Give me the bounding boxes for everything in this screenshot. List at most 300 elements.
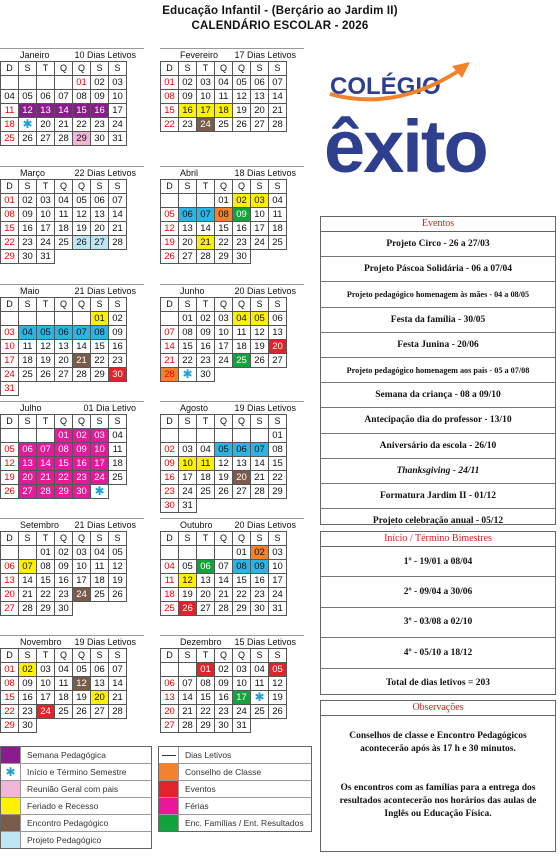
day-cell: 10	[37, 208, 55, 222]
day-cell: 19	[1, 471, 19, 485]
day-cell: 05	[73, 194, 91, 208]
weekday-header: T	[37, 415, 55, 429]
day-cell: 07	[109, 194, 127, 208]
day-cell: 09	[19, 677, 37, 691]
month-grid	[160, 414, 287, 513]
logo-main-text: êxito	[324, 105, 487, 188]
day-cell: 12	[269, 677, 287, 691]
day-cell: 04	[55, 663, 73, 677]
day-cell: 11	[19, 340, 37, 354]
legend-label: Eventos	[185, 784, 216, 794]
day-cell: 18	[19, 354, 37, 368]
day-cell: 16	[197, 340, 215, 354]
empty-cell	[197, 429, 215, 443]
evento-item: Thanksgiving - 24/11	[321, 459, 555, 484]
day-cell: 14	[179, 691, 197, 705]
title-line-1: Educação Infantil - (Berçário ao Jardim II)	[162, 5, 398, 17]
day-cell: 14	[269, 90, 287, 104]
day-cell: 23	[233, 236, 251, 250]
day-cell: 03	[109, 76, 127, 90]
day-cell: 22	[1, 705, 19, 719]
day-cell: 16	[73, 457, 91, 471]
weekday-header: S	[109, 180, 127, 194]
weekday-header: S	[109, 532, 127, 546]
observacoes-text-1: Conselhos de classe e Encontro Pedagógicos acontecerão após às 17 h e 30 minutos.	[349, 731, 527, 754]
day-cell: 13	[19, 457, 37, 471]
eventos-title: Eventos	[321, 217, 555, 232]
empty-cell	[19, 546, 37, 560]
weekday-header: D	[161, 298, 179, 312]
day-cell	[251, 691, 269, 705]
day-cell: 15	[233, 574, 251, 588]
weekday-header: S	[179, 298, 197, 312]
day-cell: 19	[215, 471, 233, 485]
weekday-header: T	[37, 180, 55, 194]
day-cell: 10	[1, 340, 19, 354]
semester-star-icon: ✱	[94, 484, 105, 498]
empty-cell	[19, 429, 37, 443]
day-cell: 14	[109, 208, 127, 222]
day-cell: 09	[91, 90, 109, 104]
day-cell: 20	[91, 691, 109, 705]
empty-cell	[55, 312, 73, 326]
day-cell: 24	[73, 588, 91, 602]
day-cell: 09	[19, 208, 37, 222]
day-cell: 08	[91, 326, 109, 340]
day-cell: 17	[37, 691, 55, 705]
logo-top-text: COLÉGIO	[330, 73, 441, 100]
day-cell: 05	[179, 560, 197, 574]
day-cell: 04	[269, 194, 287, 208]
day-cell: 27	[19, 485, 37, 499]
bimestres-list	[321, 547, 555, 698]
day-cell: 05	[233, 76, 251, 90]
month-grid	[160, 179, 287, 264]
day-cell: 21	[19, 588, 37, 602]
day-cell: 11	[251, 677, 269, 691]
day-cell: 11	[233, 326, 251, 340]
day-cell: 13	[197, 574, 215, 588]
empty-cell	[19, 312, 37, 326]
day-cell: 17	[179, 471, 197, 485]
day-cell: 06	[37, 90, 55, 104]
weekday-header: D	[161, 62, 179, 76]
weekday-header: S	[91, 532, 109, 546]
day-cell: 25	[233, 354, 251, 368]
day-cell: 27	[37, 132, 55, 146]
day-cell: 15	[37, 574, 55, 588]
month-header	[0, 518, 144, 532]
day-cell: 26	[179, 602, 197, 616]
day-cell: 26	[1, 485, 19, 499]
day-cell: 29	[91, 368, 109, 382]
legend-label: Início e Término Semestre	[27, 767, 127, 777]
empty-cell	[73, 312, 91, 326]
legend-label: Reunião Geral com pais	[27, 784, 119, 794]
day-cell: 08	[161, 90, 179, 104]
day-cell	[19, 118, 37, 132]
month-header	[0, 48, 144, 62]
day-cell: 28	[179, 719, 197, 733]
bimestre-item: 1º - 19/01 a 08/04	[321, 547, 555, 577]
day-cell: 17	[91, 457, 109, 471]
day-cell: 21	[161, 354, 179, 368]
day-cell: 14	[37, 457, 55, 471]
day-cell: 08	[37, 560, 55, 574]
color-swatch	[159, 781, 179, 797]
day-cell: 02	[215, 663, 233, 677]
empty-cell	[197, 546, 215, 560]
day-cell: 21	[251, 471, 269, 485]
month-grid	[160, 531, 287, 616]
day-cell: 27	[55, 368, 73, 382]
day-cell: 06	[233, 443, 251, 457]
day-cell: 04	[233, 312, 251, 326]
day-cell: 24	[215, 354, 233, 368]
day-cell: 04	[91, 546, 109, 560]
day-cell: 20	[37, 118, 55, 132]
bimestre-item: 3º - 03/08 a 02/10	[321, 608, 555, 638]
legend-label: Dias Letivos	[185, 750, 232, 760]
day-cell: 03	[215, 312, 233, 326]
day-cell: 20	[55, 354, 73, 368]
day-cell: 26	[215, 485, 233, 499]
day-cell: 19	[73, 691, 91, 705]
month-header	[0, 635, 144, 649]
day-cell: 25	[1, 132, 19, 146]
day-cell: 19	[109, 574, 127, 588]
eventos-list	[321, 232, 555, 533]
weekday-header: Q	[55, 532, 73, 546]
empty-cell	[1, 546, 19, 560]
day-cell: 03	[37, 194, 55, 208]
day-cell: 24	[37, 705, 55, 719]
weekday-header: S	[109, 298, 127, 312]
day-cell: 13	[1, 574, 19, 588]
empty-cell	[161, 312, 179, 326]
legend-label: Férias	[185, 801, 209, 811]
legend-left	[0, 746, 152, 849]
day-cell: 20	[91, 222, 109, 236]
day-cell: 16	[55, 574, 73, 588]
empty-cell	[1, 76, 19, 90]
day-cell: 25	[19, 368, 37, 382]
color-swatch	[159, 764, 179, 780]
day-cell: 08	[269, 443, 287, 457]
weekday-header: T	[37, 649, 55, 663]
day-cell: 28	[197, 250, 215, 264]
day-cell: 25	[161, 602, 179, 616]
day-cell: 21	[109, 222, 127, 236]
day-cell: 22	[73, 118, 91, 132]
day-cell: 16	[233, 222, 251, 236]
day-cell: 15	[197, 691, 215, 705]
empty-cell	[1, 312, 19, 326]
legend-item	[159, 798, 311, 815]
day-cell: 20	[233, 471, 251, 485]
day-cell: 27	[197, 602, 215, 616]
day-cell: 02	[19, 663, 37, 677]
day-cell: 06	[251, 76, 269, 90]
day-cell: 24	[179, 485, 197, 499]
day-cell: 22	[55, 471, 73, 485]
weekday-header: Q	[55, 415, 73, 429]
empty-cell	[19, 76, 37, 90]
month-letivos: 18 Dias Letivos	[234, 168, 296, 178]
month-grid	[0, 414, 127, 499]
day-cell: 09	[161, 457, 179, 471]
weekday-header: S	[269, 180, 287, 194]
day-cell: 08	[1, 677, 19, 691]
day-cell: 21	[197, 236, 215, 250]
month-name: Fevereiro	[180, 50, 219, 60]
day-cell: 27	[179, 250, 197, 264]
day-cell: 23	[197, 354, 215, 368]
day-cell: 18	[197, 471, 215, 485]
day-cell: 29	[1, 250, 19, 264]
day-cell: 07	[109, 663, 127, 677]
weekday-header: T	[37, 62, 55, 76]
day-cell: 07	[55, 90, 73, 104]
day-cell: 14	[197, 222, 215, 236]
day-cell: 01	[161, 76, 179, 90]
legend-item	[1, 815, 151, 832]
day-cell: 19	[37, 354, 55, 368]
legend-label: Semana Pedagógica	[27, 750, 106, 760]
weekday-header: T	[197, 532, 215, 546]
day-cell: 18	[55, 691, 73, 705]
day-cell: 21	[73, 354, 91, 368]
day-cell: 17	[251, 222, 269, 236]
day-cell: 11	[197, 457, 215, 471]
month-letivos: 10 Dias Letivos	[74, 50, 136, 60]
day-cell: 07	[19, 560, 37, 574]
day-cell: 21	[179, 705, 197, 719]
weekday-header: T	[37, 532, 55, 546]
weekday-header: Q	[55, 180, 73, 194]
day-cell: 20	[1, 588, 19, 602]
semester-star-icon: ✱	[22, 117, 33, 131]
day-cell: 11	[161, 574, 179, 588]
day-cell: 24	[251, 236, 269, 250]
day-cell: 02	[91, 76, 109, 90]
day-cell: 12	[19, 104, 37, 118]
day-cell: 12	[73, 208, 91, 222]
day-cell: 15	[269, 457, 287, 471]
month-letivos: 20 Dias Letivos	[234, 286, 296, 296]
weekday-header: Q	[55, 649, 73, 663]
day-cell: 26	[109, 588, 127, 602]
bimestre-item: 2º - 09/04 a 30/06	[321, 577, 555, 607]
day-cell: 21	[109, 691, 127, 705]
month-letivos: 21 Dias Letivos	[74, 520, 136, 530]
day-cell: 22	[91, 354, 109, 368]
legend-label: Conselho de Classe	[185, 767, 262, 777]
day-cell: 14	[19, 574, 37, 588]
empty-cell	[233, 429, 251, 443]
day-cell: 14	[73, 340, 91, 354]
evento-item: Projeto Circo - 26 a 27/03	[321, 232, 555, 257]
month-name: Agosto	[180, 403, 209, 413]
weekday-header: S	[251, 180, 269, 194]
day-cell: 13	[161, 691, 179, 705]
month-grid	[0, 61, 127, 146]
day-cell: 13	[179, 222, 197, 236]
day-cell: 29	[55, 485, 73, 499]
day-cell: 11	[55, 677, 73, 691]
weekday-header: T	[37, 298, 55, 312]
day-cell: 29	[37, 602, 55, 616]
day-cell: 06	[1, 560, 19, 574]
day-cell: 03	[1, 326, 19, 340]
weekday-header: S	[19, 532, 37, 546]
day-cell: 14	[251, 457, 269, 471]
day-cell: 12	[233, 90, 251, 104]
day-cell: 07	[197, 208, 215, 222]
weekday-header: Q	[73, 649, 91, 663]
month-header	[0, 166, 144, 180]
day-cell: 22	[37, 588, 55, 602]
day-cell: 04	[109, 429, 127, 443]
day-cell: 09	[251, 560, 269, 574]
empty-cell	[161, 194, 179, 208]
legend-label: Encontro Pedagógico	[27, 818, 109, 828]
weekday-header: Q	[215, 180, 233, 194]
day-cell: 19	[269, 691, 287, 705]
weekday-header: S	[91, 62, 109, 76]
day-cell: 27	[269, 354, 287, 368]
day-cell: 06	[197, 560, 215, 574]
day-cell: 16	[179, 104, 197, 118]
evento-item: Antecipação dia do professor - 13/10	[321, 408, 555, 433]
day-cell: 23	[55, 588, 73, 602]
month-name: Junho	[180, 286, 205, 296]
day-cell: 23	[19, 705, 37, 719]
evento-item: Semana da criança - 08 a 09/10	[321, 383, 555, 408]
month-name: Dezembro	[180, 637, 222, 647]
evento-item: Projeto pedagógico homenagem às mães - 04 a 08/05	[321, 282, 555, 307]
legend-item	[1, 747, 151, 764]
day-cell: 03	[73, 546, 91, 560]
day-cell: 23	[179, 118, 197, 132]
observacoes-text-2: Os encontros com as famílias para a entrega dos resultados acontecerão nos horários das aulas de Inglês ou Educação Física.	[339, 783, 537, 819]
day-cell: 29	[233, 602, 251, 616]
day-cell: 31	[109, 132, 127, 146]
weekday-header: S	[91, 298, 109, 312]
day-cell: 28	[109, 705, 127, 719]
weekday-header: D	[1, 180, 19, 194]
day-cell: 23	[19, 236, 37, 250]
legend-item	[159, 764, 311, 781]
legend-item	[1, 781, 151, 798]
day-cell: 20	[269, 340, 287, 354]
day-cell: 05	[1, 443, 19, 457]
legend-item	[159, 747, 311, 764]
day-cell: 16	[215, 691, 233, 705]
weekday-header: S	[269, 532, 287, 546]
day-cell: 14	[215, 574, 233, 588]
month-name: Julho	[20, 403, 42, 413]
day-cell: 01	[73, 76, 91, 90]
day-cell: 10	[197, 90, 215, 104]
day-cell: 12	[179, 574, 197, 588]
day-cell: 31	[1, 382, 19, 396]
day-cell: 18	[1, 118, 19, 132]
empty-cell	[37, 76, 55, 90]
month-grid	[160, 648, 287, 733]
day-cell: 28	[55, 132, 73, 146]
day-cell: 15	[91, 340, 109, 354]
day-cell: 31	[269, 602, 287, 616]
bimestre-item: Total de dias letivos = 203	[385, 678, 491, 689]
day-cell: 06	[55, 326, 73, 340]
day-cell: 03	[37, 663, 55, 677]
day-cell: 23	[109, 354, 127, 368]
day-cell: 19	[73, 222, 91, 236]
weekday-header: S	[251, 649, 269, 663]
day-cell: 15	[215, 222, 233, 236]
day-cell: 14	[161, 340, 179, 354]
weekday-header: T	[197, 649, 215, 663]
month-name: Abril	[180, 168, 199, 178]
day-cell: 18	[233, 340, 251, 354]
day-cell: 05	[269, 663, 287, 677]
weekday-header: D	[1, 532, 19, 546]
day-cell: 30	[215, 719, 233, 733]
weekday-header: S	[269, 649, 287, 663]
day-cell: 28	[251, 485, 269, 499]
day-cell: 06	[179, 208, 197, 222]
title-line-2: CALENDÁRIO ESCOLAR - 2026	[191, 20, 369, 32]
color-swatch	[1, 781, 21, 797]
weekday-header: D	[161, 415, 179, 429]
weekday-header: D	[1, 415, 19, 429]
day-cell: 06	[161, 677, 179, 691]
day-cell: 01	[233, 546, 251, 560]
day-cell: 02	[55, 546, 73, 560]
day-cell: 16	[91, 104, 109, 118]
day-cell: 24	[269, 588, 287, 602]
day-cell: 02	[197, 312, 215, 326]
day-cell: 09	[55, 560, 73, 574]
day-cell: 22	[179, 354, 197, 368]
weekday-header: Q	[73, 180, 91, 194]
legend-item	[159, 815, 311, 831]
day-cell: 06	[269, 312, 287, 326]
month-grid	[0, 648, 127, 733]
day-cell: 25	[109, 471, 127, 485]
day-cell: 19	[161, 236, 179, 250]
weekday-header: Q	[55, 298, 73, 312]
weekday-header: Q	[215, 298, 233, 312]
day-cell: 20	[161, 705, 179, 719]
month-name: Maio	[20, 286, 40, 296]
day-cell: 13	[37, 104, 55, 118]
day-cell: 30	[19, 719, 37, 733]
day-cell: 30	[233, 250, 251, 264]
star-icon: ✱	[1, 764, 21, 780]
legend-label: Enc. Famílias / Ent. Resultados	[185, 818, 304, 828]
day-cell: 10	[251, 208, 269, 222]
day-cell: 21	[55, 118, 73, 132]
weekday-header: S	[19, 649, 37, 663]
semester-star-icon: ✱	[182, 367, 193, 381]
day-cell: 04	[161, 560, 179, 574]
evento-item: Projeto Páscoa Solidária - 06 a 07/04	[321, 257, 555, 282]
weekday-header: Q	[73, 298, 91, 312]
day-cell: 08	[1, 208, 19, 222]
day-cell: 10	[269, 560, 287, 574]
